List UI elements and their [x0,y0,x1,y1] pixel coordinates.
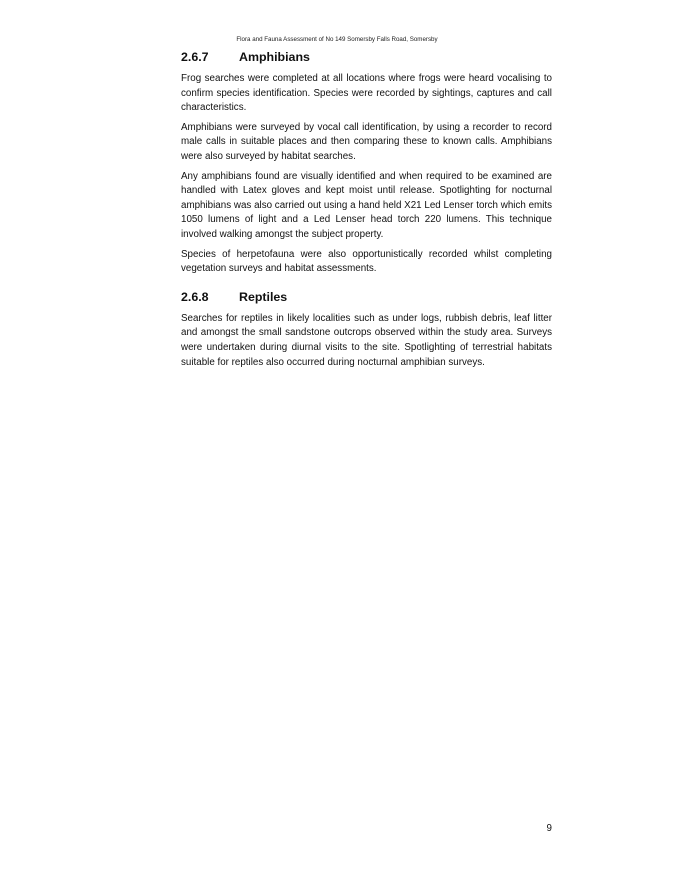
section-heading [181,289,552,305]
section-number: 2.6.8 [181,289,209,304]
paragraph: Species of herpetofauna were also opportunistically recorded whilst completing vegetation surveys and habitat assessments. [181,248,552,275]
paragraph: Amphibians were surveyed by vocal call identification, by using a recorder to record male calls in suitable places and then comparing these to known calls. Amphibians were also surveyed by habitat searches. [181,121,552,162]
section-number: 2.6.7 [181,50,209,64]
page-content [181,49,552,375]
section-title: Amphibians [239,50,310,64]
section-title: Reptiles [239,289,288,304]
paragraph: Any amphibians found are visually identified and when required to be examined are handled with Latex gloves and kept moist until release. Spotlighting for nocturnal amphibians was also carried out using a hand held X21 Led Lenser torch which emits 1050 lumens of light and a Led Lenser head torch 220 lumens. This technique involved walking amongst the subject property. [181,170,552,240]
running-header: Flora and Fauna Assessment of No 149 Somersby Falls Road, Somersby [236,36,438,43]
section-amphibians [181,49,552,277]
paragraph: Searches for reptiles in likely localities such as under logs, rubbish debris, leaf litter and amongst the small sandstone outcrops observed within the study area. Surveys were undertaken during diurnal visits to the site. Spotlighting of terrestrial habitats suitable for reptiles also occurred during nocturnal amphibian surveys. [181,312,552,368]
section-heading [181,49,552,65]
page-number: 9 [546,823,552,834]
section-reptiles [181,289,552,370]
paragraph: Frog searches were completed at all locations where frogs were heard vocalising to confirm species identification. Species were recorded by sightings, captures and call characteristics. [181,73,552,114]
